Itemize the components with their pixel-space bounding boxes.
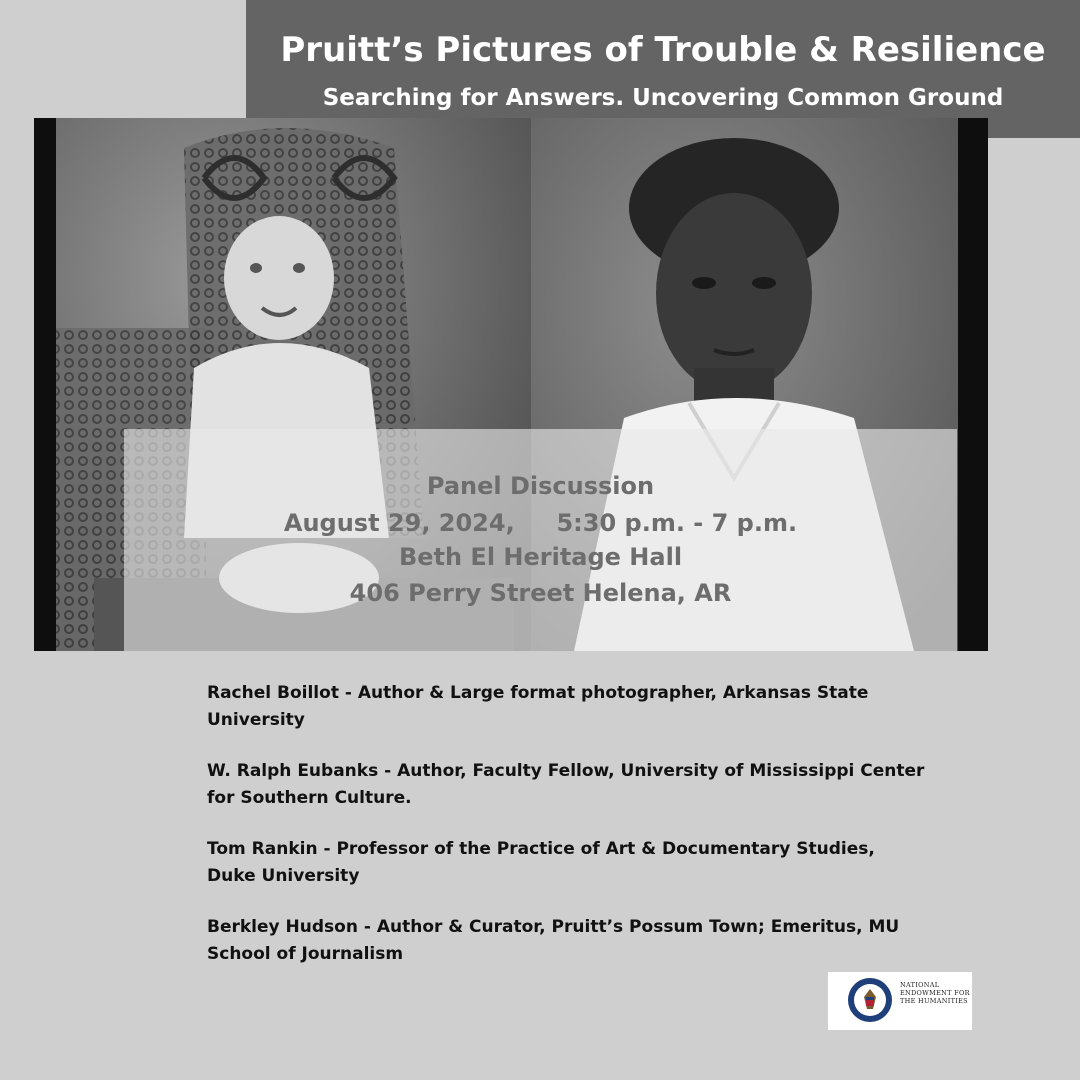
panelist-entry: Tom Rankin - Professor of the Practice of Art & Documentary Studies, Duke University	[207, 839, 875, 886]
event-type: Panel Discussion	[426, 472, 655, 500]
panelist-list	[207, 680, 927, 992]
event-address: 406 Perry Street Helena, AR	[349, 579, 732, 607]
page-title: Pruitt’s Pictures of Trouble & Resilience	[280, 30, 1046, 70]
neh-seal-icon	[846, 976, 894, 1024]
panelist-entry: Berkley Hudson - Author & Curator, Pruitt’s Possum Town; Emeritus, MU School of Journalism	[207, 917, 900, 964]
event-details-panel	[124, 429, 957, 651]
sponsor-logo	[828, 972, 972, 1030]
page-subtitle: Searching for Answers. Uncovering Common Ground	[322, 85, 1004, 111]
event-venue: Beth El Heritage Hall	[398, 543, 683, 571]
event-date-time: August 29, 2024, 5:30 p.m. - 7 p.m.	[283, 509, 798, 537]
panelist-entry: Rachel Boillot - Author & Large format photographer, Arkansas State University	[207, 683, 869, 730]
sponsor-name: NATIONAL ENDOWMENT FOR THE HUMANITIES	[900, 981, 970, 1005]
panelist-entry: W. Ralph Eubanks - Author, Faculty Fellow, University of Mississippi Center for Southern Culture.	[207, 761, 925, 808]
